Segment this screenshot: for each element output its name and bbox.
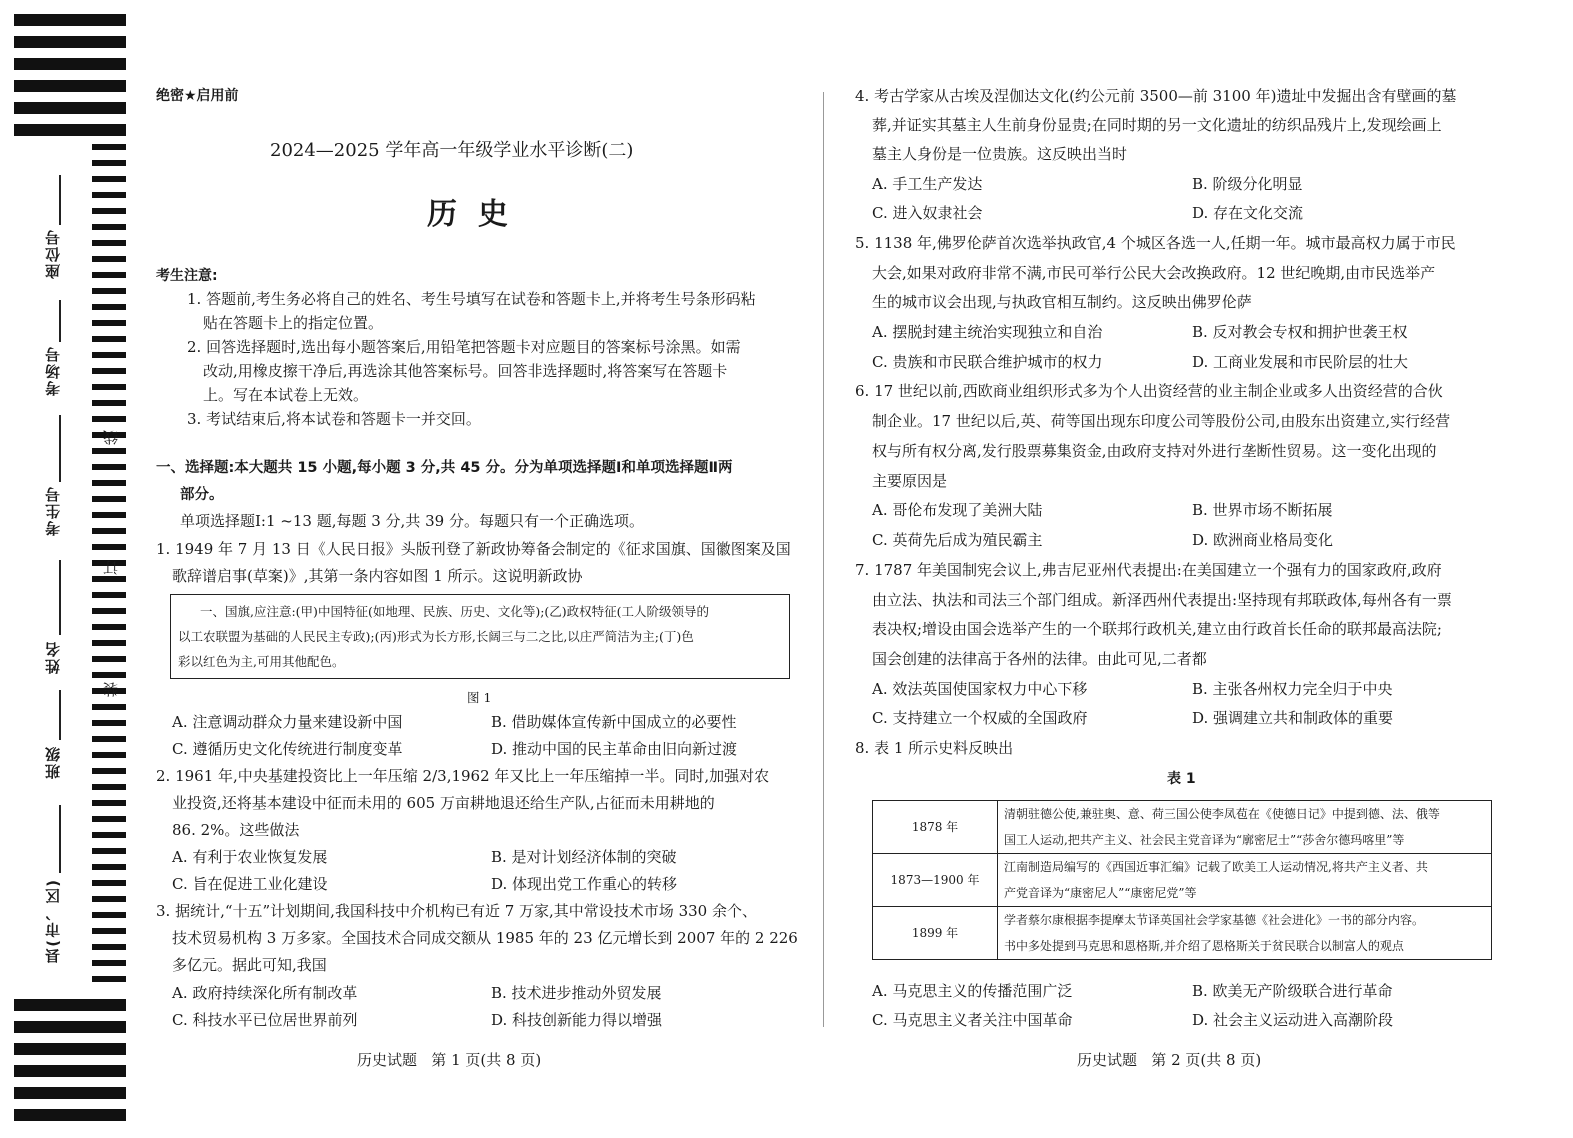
q7-option-d[interactable]: D. 强调建立共和制政体的重要	[1192, 709, 1394, 727]
section-sub: 单项选择题Ⅰ:1 ~13 题,每题 3 分,共 39 分。每题只有一个正确选项。	[180, 512, 644, 530]
q4-stem-3: 墓主人身份是一位贵族。这反映出当时	[872, 145, 1128, 163]
q2-option-b[interactable]: B. 是对计划经济体制的突破	[491, 848, 677, 866]
q3-option-d[interactable]: D. 科技创新能力得以增强	[491, 1011, 663, 1029]
table-row	[873, 854, 1492, 907]
table-text-line: 清朝驻德公使,兼驻奥、意、荷三国公使李凤苞在《使德日记》中提到德、法、俄等	[1004, 807, 1440, 821]
q1-stem-2: 歌辞谱启事(草案)》,其第一条内容如图 1 所示。这说明新政协	[172, 567, 583, 585]
cut-mark-xian: 线	[102, 430, 120, 445]
q5-stem-2: 大会,如果对政府非常不满,市民可举行公民大会改换政府。12 世纪晚期,由市民选举产	[872, 264, 1436, 282]
room-line	[59, 300, 61, 342]
q8-option-d[interactable]: D. 社会主义运动进入高潮阶段	[1192, 1011, 1394, 1029]
name-line	[59, 560, 61, 635]
q4-option-c[interactable]: C. 进入奴隶社会	[872, 204, 983, 222]
table-row	[873, 801, 1492, 854]
q8-option-a[interactable]: A. 马克思主义的传播范围广泛	[872, 982, 1073, 1000]
q6-stem-4: 主要原因是	[872, 472, 948, 490]
q6-option-c[interactable]: C. 英荷先后成为殖民霸主	[872, 531, 1043, 549]
q1-box-line-3: 彩以红色为主,可用其他配色。	[178, 654, 345, 669]
notice-line-4: 改动,用橡皮擦干净后,再选涂其他答案标号。回答非选择题时,将答案写在答题卡	[203, 362, 728, 380]
q1-option-d[interactable]: D. 推动中国的民主革命由旧向新过渡	[491, 740, 738, 758]
table-cell-text	[998, 854, 1492, 907]
q8-option-c[interactable]: C. 马克思主义者关注中国革命	[872, 1011, 1073, 1029]
q6-option-b[interactable]: B. 世界市场不断拓展	[1192, 501, 1333, 519]
q2-stem-2: 业投资,还将基本建设中征而未用的 605 万亩耕地退还给生产队,占征而未用耕地的	[172, 794, 715, 812]
table-cell-text	[998, 801, 1492, 854]
table-text-line: 学者蔡尔康根据李提摩太节译英国社会学家基德《社会进化》一书的部分内容。	[1004, 913, 1425, 927]
q4-stem-2: 葬,并证实其墓主人生前身份显贵;在同时期的另一文化遗址的纺织品残片上,发现绘画上	[872, 116, 1442, 134]
q4-option-d[interactable]: D. 存在文化交流	[1192, 204, 1304, 222]
q2-option-d[interactable]: D. 体现出党工作重心的转移	[491, 875, 678, 893]
q7-option-c[interactable]: C. 支持建立一个权威的全国政府	[872, 709, 1088, 727]
notice-line-2: 贴在答题卡上的指定位置。	[203, 314, 384, 332]
room-label: 考场号	[44, 345, 62, 396]
q3-stem-1: 3. 据统计,“十五”计划期间,我国科技中介机构已有近 7 万家,其中常设技术市场 330 余个、	[156, 902, 757, 920]
candidate-label: 考生号	[44, 485, 62, 536]
county-label: 县(市、区)	[44, 878, 62, 964]
table-cell-year: 1873—1900 年	[873, 854, 998, 907]
footer-left: 历史试题 第 1 页(共 8 页)	[357, 1051, 542, 1069]
q7-stem-2: 由立法、执法和司法三个部门组成。新泽西州代表提出:坚持现有邦联政体,每州各有一票	[872, 591, 1452, 609]
table-text-line: 书中多处提到马克思和恩格斯,并介绍了恩格斯关于贫民联合以制富人的观点	[1004, 939, 1404, 953]
name-label: 姓名	[44, 640, 62, 674]
subject-title: 历 史	[427, 197, 508, 232]
cut-mark-zhuang: 装	[102, 682, 120, 697]
section-title-2: 部分。	[180, 487, 224, 503]
notice-line-5: 上。写在本试卷上无效。	[203, 386, 369, 404]
q7-option-a[interactable]: A. 效法英国使国家权力中心下移	[872, 680, 1088, 698]
exam-title: 2024—2025 学年高一年级学业水平诊断(二)	[270, 140, 634, 161]
cut-mark-ding: 订	[102, 560, 120, 575]
q5-stem-1: 5. 1138 年,佛罗伦萨首次选举执政官,4 个城区各选一人,任期一年。城市最高权力属于市民	[855, 234, 1456, 252]
q7-stem-1: 7. 1787 年美国制宪会议上,弗吉尼亚州代表提出:在美国建立一个强有力的国家政府,政府	[855, 561, 1442, 579]
q1-option-a[interactable]: A. 注意调动群众力量来建设新中国	[172, 713, 403, 731]
notice-line-3: 2. 回答选择题时,选出每小题答案后,用铅笔把答题卡对应题目的答案标号涂黑。如需	[187, 338, 741, 356]
candidate-line	[59, 415, 61, 482]
table-text-line: 江南制造局编写的《西国近事汇编》记载了欧美工人运动情况,将共产主义者、共	[1004, 860, 1428, 874]
q5-stem-3: 生的城市议会出现,与执政官相互制约。这反映出佛罗伦萨	[872, 293, 1252, 311]
q4-stem-1: 4. 考古学家从古埃及涅伽达文化(约公元前 3500—前 3100 年)遗址中发掘出含有壁画的墓	[855, 87, 1457, 105]
q2-stem-3: 86. 2%。这些做法	[172, 821, 300, 839]
q3-option-c[interactable]: C. 科技水平已位居世界前列	[172, 1011, 358, 1029]
q3-stem-2: 技术贸易机构 3 万多家。全国技术合同成交额从 1985 年的 23 亿元增长到 2007 年的 2 226	[172, 929, 798, 947]
seat-line	[59, 175, 61, 225]
q5-option-a[interactable]: A. 摆脱封建主统治实现独立和自治	[872, 323, 1103, 341]
q1-option-b[interactable]: B. 借助媒体宣传新中国成立的必要性	[491, 713, 737, 731]
q1-stem-1: 1. 1949 年 7 月 13 日《人民日报》头版刊登了新政协筹备会制定的《征求国旗、国徽图案及国	[156, 540, 791, 558]
footer-right: 历史试题 第 2 页(共 8 页)	[1077, 1051, 1262, 1069]
q6-option-a[interactable]: A. 哥伦布发现了美洲大陆	[872, 501, 1043, 519]
q2-option-c[interactable]: C. 旨在促进工业化建设	[172, 875, 328, 893]
q3-stem-3: 多亿元。据此可知,我国	[172, 956, 327, 974]
q4-option-b[interactable]: B. 阶级分化明显	[1192, 175, 1303, 193]
table-cell-year: 1899 年	[873, 907, 998, 960]
secret-mark: 绝密★启用前	[156, 88, 239, 104]
q2-stem-1: 2. 1961 年,中央基建投资比上一年压缩 2/3,1962 年又比上一年压缩掉一半。同时,加强对农	[156, 767, 770, 785]
table-title: 表 1	[1167, 771, 1196, 787]
table-cell-year: 1878 年	[873, 801, 998, 854]
q7-stem-4: 国会创建的法律高于各州的法律。由此可见,二者都	[872, 650, 1207, 668]
notice-title: 考生注意:	[156, 268, 218, 284]
table-text-line: 国工人运动,把共产主义、社会民主党音译为“廓密尼士”“莎舍尔德玛喀里”等	[1004, 833, 1405, 847]
table-row	[873, 907, 1492, 960]
q7-option-b[interactable]: B. 主张各州权力完全归于中央	[1192, 680, 1393, 698]
notice-line-6: 3. 考试结束后,将本试卷和答题卡一并交回。	[187, 410, 481, 428]
section-title: 一、选择题:本大题共 15 小题,每小题 3 分,共 45 分。分为单项选择题Ⅰ和单项选择题Ⅱ两	[156, 460, 733, 476]
notice-line-1: 1. 答题前,考生务必将自己的姓名、考生号填写在试卷和答题卡上,并将考生号条形码粘	[187, 290, 756, 308]
q3-option-a[interactable]: A. 政府持续深化所有制改革	[172, 984, 358, 1002]
q5-option-c[interactable]: C. 贵族和市民联合维护城市的权力	[872, 353, 1103, 371]
class-line	[59, 690, 61, 740]
q5-option-b[interactable]: B. 反对教会专权和拥护世袭王权	[1192, 323, 1408, 341]
q6-stem-3: 权与所有权分离,发行股票募集资金,由政府支持对外进行垄断性贸易。这一变化出现的	[872, 442, 1437, 460]
q6-option-d[interactable]: D. 欧洲商业格局变化	[1192, 531, 1334, 549]
q4-option-a[interactable]: A. 手工生产发达	[872, 175, 983, 193]
q6-stem-1: 6. 17 世纪以前,西欧商业组织形式多为个人出资经营的业主制企业或多人出资经营的合伙	[855, 382, 1443, 400]
q3-option-b[interactable]: B. 技术进步推动外贸发展	[491, 984, 662, 1002]
q1-figure-caption: 图 1	[467, 690, 492, 705]
table-cell-text	[998, 907, 1492, 960]
county-line	[59, 805, 61, 873]
q6-stem-2: 制企业。17 世纪以后,英、荷等国出现东印度公司等股份公司,由股东出资建立,实行经营	[872, 412, 1451, 430]
q5-option-d[interactable]: D. 工商业发展和市民阶层的壮大	[1192, 353, 1409, 371]
q1-box-line-2: 以工农联盟为基础的人民民主专政);(丙)形式为长方形,长阔三与二之比,以庄严简洁为主;(丁)色	[178, 629, 694, 644]
q7-stem-3: 表决权;增设由国会选举产生的一个联邦行政机关,建立由行政首长任命的联邦最高法院;	[872, 620, 1442, 638]
seat-label: 座位号	[44, 228, 62, 279]
q8-stem: 8. 表 1 所示史料反映出	[855, 739, 1014, 757]
q2-option-a[interactable]: A. 有利于农业恢复发展	[172, 848, 328, 866]
class-label: 班级	[44, 745, 62, 779]
history-table	[872, 800, 1492, 960]
q8-option-b[interactable]: B. 欧美无产阶级联合进行革命	[1192, 982, 1393, 1000]
q1-option-c[interactable]: C. 遵循历史文化传统进行制度变革	[172, 740, 403, 758]
table-text-line: 产党音译为“康密尼人”“康密尼党”等	[1004, 886, 1197, 900]
page-divider	[823, 92, 824, 1027]
q1-box-line-1: 一、国旗,应注意:(甲)中国特征(如地理、民族、历史、文化等);(乙)政权特征(工人阶级领导的	[200, 604, 710, 619]
